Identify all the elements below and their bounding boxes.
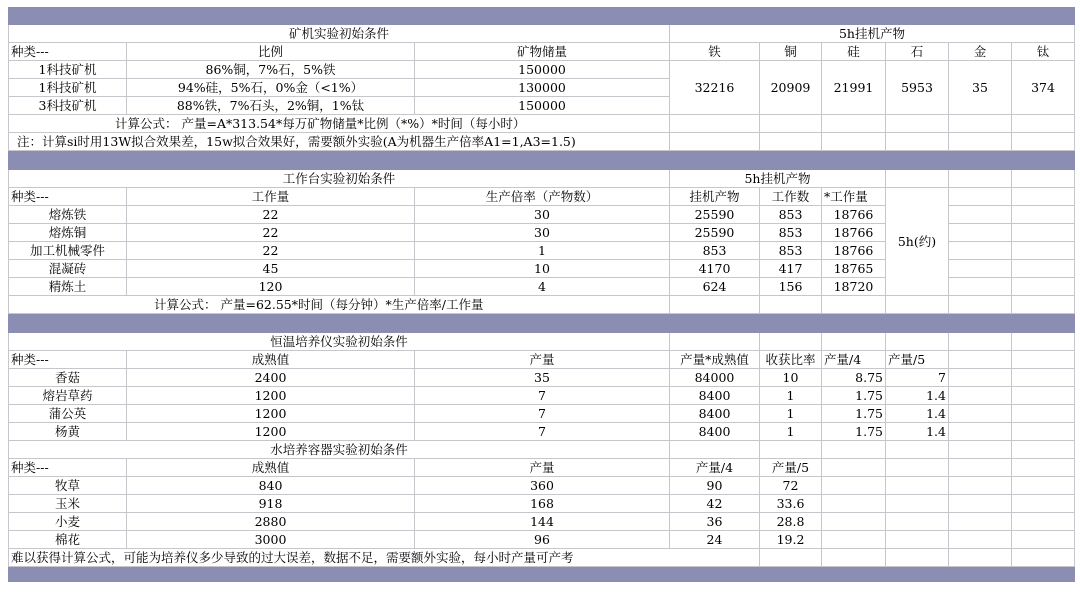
mine-output-header[interactable]: 金 <box>949 43 1012 61</box>
empty-cell[interactable] <box>949 549 1012 567</box>
workbench-count[interactable]: 417 <box>760 260 822 278</box>
mine-kind[interactable]: 1科技矿机 <box>9 61 127 79</box>
empty-cell[interactable] <box>886 495 949 513</box>
empty-cell[interactable] <box>1012 351 1075 369</box>
incubator-kind[interactable]: 香菇 <box>9 369 127 387</box>
mine-formula-row <box>9 115 1075 133</box>
table-row <box>9 531 1075 549</box>
incubator-title[interactable]: 恒温培养仪实验初始条件 <box>9 333 670 351</box>
table-row <box>9 477 1075 495</box>
workbench-output[interactable]: 624 <box>670 278 760 296</box>
workbench-work[interactable]: 45 <box>127 260 415 278</box>
incubator-yield[interactable]: 7 <box>415 423 670 441</box>
empty-cell[interactable] <box>1012 441 1075 459</box>
empty-cell[interactable] <box>886 531 949 549</box>
mine-reserve[interactable]: 150000 <box>415 97 670 115</box>
mine-output-header[interactable]: 铜 <box>760 43 822 61</box>
workbench-work[interactable]: 22 <box>127 224 415 242</box>
hydro-y4[interactable]: 24 <box>670 531 760 549</box>
workbench-header-product[interactable]: *工作量 <box>822 188 886 206</box>
incubator-kind[interactable]: 杨黄 <box>9 423 127 441</box>
hydro-maturity[interactable]: 840 <box>127 477 415 495</box>
workbench-header-work[interactable]: 工作量 <box>127 188 415 206</box>
mine-title[interactable]: 矿机实验初始条件 <box>9 25 670 43</box>
empty-cell[interactable] <box>822 549 886 567</box>
empty-cell[interactable] <box>822 513 886 531</box>
empty-cell[interactable] <box>949 206 1012 224</box>
incubator-y5[interactable]: 7 <box>886 369 949 387</box>
incubator-maturity[interactable]: 2400 <box>127 369 415 387</box>
hydro-title[interactable]: 水培养容器实验初始条件 <box>9 441 670 459</box>
empty-cell[interactable] <box>822 133 886 151</box>
incubator-maturity[interactable]: 1200 <box>127 423 415 441</box>
empty-cell[interactable] <box>1012 531 1075 549</box>
empty-cell[interactable] <box>949 351 1012 369</box>
section-band <box>9 151 1075 170</box>
empty-cell[interactable] <box>760 115 822 133</box>
table-row <box>9 61 1075 79</box>
mine-output-header[interactable]: 铁 <box>670 43 760 61</box>
incubator-ratio[interactable]: 1 <box>760 387 822 405</box>
empty-cell[interactable] <box>949 477 1012 495</box>
incubator-header-y5[interactable]: 产量/5 <box>886 351 949 369</box>
empty-cell[interactable] <box>886 513 949 531</box>
table-row <box>9 405 1075 423</box>
empty-cell[interactable] <box>1012 242 1075 260</box>
empty-cell[interactable] <box>1012 224 1075 242</box>
workbench-kind[interactable]: 精炼土 <box>9 278 127 296</box>
workbench-time-note[interactable]: 5h(约) <box>886 188 949 296</box>
mine-output-silicon[interactable]: 21991 <box>822 61 886 115</box>
empty-cell[interactable] <box>949 133 1012 151</box>
workbench-count[interactable]: 853 <box>760 206 822 224</box>
workbench-count[interactable]: 853 <box>760 224 822 242</box>
mine-output-title[interactable]: 5h挂机产物 <box>670 25 1075 43</box>
hydro-y4[interactable]: 42 <box>670 495 760 513</box>
mine-ratio[interactable]: 86%铜，7%石，5%铁 <box>127 61 415 79</box>
empty-cell[interactable] <box>1012 549 1075 567</box>
empty-cell[interactable] <box>949 242 1012 260</box>
empty-cell[interactable] <box>886 549 949 567</box>
workbench-work[interactable]: 22 <box>127 242 415 260</box>
incubator-header-row <box>9 351 1075 369</box>
empty-cell[interactable] <box>1012 188 1075 206</box>
hydro-maturity[interactable]: 918 <box>127 495 415 513</box>
incubator-ratio[interactable]: 1 <box>760 423 822 441</box>
empty-cell[interactable] <box>1012 170 1075 188</box>
empty-cell[interactable] <box>949 278 1012 296</box>
mine-output-titanium[interactable]: 374 <box>1012 61 1075 115</box>
hydro-header-y5[interactable]: 产量/5 <box>760 459 822 477</box>
hydro-maturity[interactable]: 3000 <box>127 531 415 549</box>
hydro-yield[interactable]: 96 <box>415 531 670 549</box>
empty-cell[interactable] <box>1012 206 1075 224</box>
empty-cell[interactable] <box>949 115 1012 133</box>
mine-reserve[interactable]: 150000 <box>415 61 670 79</box>
incubator-y5[interactable]: 1.4 <box>886 405 949 423</box>
workbench-work[interactable]: 22 <box>127 206 415 224</box>
empty-cell[interactable] <box>670 333 760 351</box>
hydro-header-kind[interactable]: 种类--- <box>9 459 127 477</box>
empty-cell[interactable] <box>1012 495 1075 513</box>
mine-output-header[interactable]: 石 <box>886 43 949 61</box>
incubator-ratio[interactable]: 1 <box>760 405 822 423</box>
hydro-kind[interactable]: 小麦 <box>9 513 127 531</box>
mine-note-row <box>9 133 1075 151</box>
mine-header-row <box>9 43 1075 61</box>
workbench-rate[interactable]: 10 <box>415 260 670 278</box>
mine-output-header[interactable]: 硅 <box>822 43 886 61</box>
empty-cell[interactable] <box>822 495 886 513</box>
incubator-product[interactable]: 8400 <box>670 405 760 423</box>
table-row <box>9 423 1075 441</box>
hydro-y5[interactable]: 28.8 <box>760 513 822 531</box>
empty-cell[interactable] <box>1012 387 1075 405</box>
workbench-rate[interactable]: 30 <box>415 206 670 224</box>
empty-cell[interactable] <box>886 333 949 351</box>
incubator-maturity[interactable]: 1200 <box>127 405 415 423</box>
incubator-yield[interactable]: 35 <box>415 369 670 387</box>
hydro-y4[interactable]: 90 <box>670 477 760 495</box>
incubator-product[interactable]: 84000 <box>670 369 760 387</box>
workbench-product[interactable]: 18766 <box>822 206 886 224</box>
section-band <box>9 567 1075 582</box>
workbench-product[interactable]: 18766 <box>822 242 886 260</box>
hydro-header-row <box>9 459 1075 477</box>
empty-cell[interactable] <box>822 459 886 477</box>
workbench-output[interactable]: 4170 <box>670 260 760 278</box>
mine-kind[interactable]: 1科技矿机 <box>9 79 127 97</box>
empty-cell[interactable] <box>1012 405 1075 423</box>
mine-reserve[interactable]: 130000 <box>415 79 670 97</box>
mine-output-header[interactable]: 钛 <box>1012 43 1075 61</box>
hydro-maturity[interactable]: 2880 <box>127 513 415 531</box>
incubator-header-product[interactable]: 产量*成熟值 <box>670 351 760 369</box>
empty-cell[interactable] <box>760 333 822 351</box>
workbench-product[interactable]: 18720 <box>822 278 886 296</box>
section-band <box>9 8 1075 25</box>
workbench-formula[interactable]: 计算公式： 产量=62.55*时间（每分钟）*生产倍率/工作量 <box>9 296 670 314</box>
workbench-kind[interactable]: 混凝砖 <box>9 260 127 278</box>
workbench-kind[interactable]: 加工机械零件 <box>9 242 127 260</box>
incubator-kind[interactable]: 蒲公英 <box>9 405 127 423</box>
incubator-yield[interactable]: 7 <box>415 387 670 405</box>
hydro-y4[interactable]: 36 <box>670 513 760 531</box>
workbench-output-title[interactable]: 5h挂机产物 <box>670 170 886 188</box>
workbench-header-kind[interactable]: 种类--- <box>9 188 127 206</box>
hydro-title-row <box>9 441 1075 459</box>
workbench-formula-row <box>9 296 1075 314</box>
mine-ratio[interactable]: 94%硅，5%石，0%金（<1%） <box>127 79 415 97</box>
empty-cell[interactable] <box>760 549 822 567</box>
hydro-y5[interactable]: 33.6 <box>760 495 822 513</box>
incubator-product[interactable]: 8400 <box>670 423 760 441</box>
workbench-output[interactable]: 853 <box>670 242 760 260</box>
incubator-header-y4[interactable]: 产量/4 <box>822 351 886 369</box>
empty-cell[interactable] <box>949 423 1012 441</box>
empty-cell[interactable] <box>949 513 1012 531</box>
incubator-y5[interactable]: 1.4 <box>886 387 949 405</box>
mine-output-stone[interactable]: 5953 <box>886 61 949 115</box>
mine-formula[interactable]: 计算公式： 产量=A*313.54*每万矿物储量*比例（*%）*时间（每小时） <box>9 115 670 133</box>
empty-cell[interactable] <box>949 296 1012 314</box>
workbench-output[interactable]: 25590 <box>670 206 760 224</box>
incubator-title-row <box>9 333 1075 351</box>
empty-cell[interactable] <box>886 441 949 459</box>
incubator-ratio[interactable]: 10 <box>760 369 822 387</box>
table-row <box>9 369 1075 387</box>
hydro-y5[interactable]: 19.2 <box>760 531 822 549</box>
empty-cell[interactable] <box>949 531 1012 549</box>
empty-cell[interactable] <box>1012 477 1075 495</box>
hydro-yield[interactable]: 168 <box>415 495 670 513</box>
hydro-y5[interactable]: 72 <box>760 477 822 495</box>
empty-cell[interactable] <box>1012 278 1075 296</box>
incubator-header-yield[interactable]: 产量 <box>415 351 670 369</box>
empty-cell[interactable] <box>1012 115 1075 133</box>
empty-cell[interactable] <box>886 115 949 133</box>
empty-cell[interactable] <box>886 296 949 314</box>
hydro-header-y4[interactable]: 产量/4 <box>670 459 760 477</box>
empty-cell[interactable] <box>949 333 1012 351</box>
workbench-header-row <box>9 188 1075 206</box>
workbench-rate[interactable]: 1 <box>415 242 670 260</box>
hydro-kind[interactable]: 牧草 <box>9 477 127 495</box>
empty-cell[interactable] <box>1012 369 1075 387</box>
empty-cell[interactable] <box>1012 133 1075 151</box>
empty-cell[interactable] <box>670 441 760 459</box>
incubator-header-maturity[interactable]: 成熟值 <box>127 351 415 369</box>
incubator-y5[interactable]: 1.4 <box>886 423 949 441</box>
empty-cell[interactable] <box>949 260 1012 278</box>
empty-cell[interactable] <box>760 296 822 314</box>
empty-cell[interactable] <box>1012 423 1075 441</box>
incubator-y4[interactable]: 1.75 <box>822 405 886 423</box>
empty-cell[interactable] <box>886 459 949 477</box>
mine-output-copper[interactable]: 20909 <box>760 61 822 115</box>
empty-cell[interactable] <box>822 115 886 133</box>
workbench-product[interactable]: 18765 <box>822 260 886 278</box>
incubator-maturity[interactable]: 1200 <box>127 387 415 405</box>
incubator-y4[interactable]: 8.75 <box>822 369 886 387</box>
section-band <box>9 314 1075 333</box>
hydro-yield[interactable]: 360 <box>415 477 670 495</box>
workbench-title-row <box>9 170 1075 188</box>
empty-cell[interactable] <box>822 477 886 495</box>
empty-cell[interactable] <box>760 441 822 459</box>
mine-note[interactable]: 注：计算si时用13W拟合效果差，15w拟合效果好，需要额外实验(A为机器生产倍率A1=1,A3=1.5) <box>9 133 670 151</box>
mine-header-kind[interactable]: 种类--- <box>9 43 127 61</box>
empty-cell[interactable] <box>886 477 949 495</box>
workbench-rate[interactable]: 4 <box>415 278 670 296</box>
hydro-yield[interactable]: 144 <box>415 513 670 531</box>
workbench-output[interactable]: 25590 <box>670 224 760 242</box>
incubator-kind[interactable]: 熔岩草药 <box>9 387 127 405</box>
empty-cell[interactable] <box>949 495 1012 513</box>
empty-cell[interactable] <box>1012 333 1075 351</box>
table-row <box>9 513 1075 531</box>
empty-cell[interactable] <box>1012 296 1075 314</box>
incubator-y4[interactable]: 1.75 <box>822 387 886 405</box>
empty-cell[interactable] <box>1012 513 1075 531</box>
hydro-note-row <box>9 549 1075 567</box>
empty-cell[interactable] <box>949 441 1012 459</box>
empty-cell[interactable] <box>949 369 1012 387</box>
empty-cell[interactable] <box>670 115 760 133</box>
workbench-count[interactable]: 853 <box>760 242 822 260</box>
workbench-header-output[interactable]: 挂机产物 <box>670 188 760 206</box>
empty-cell[interactable] <box>886 170 949 188</box>
workbench-header-rate[interactable]: 生产倍率（产物数） <box>415 188 670 206</box>
empty-cell[interactable] <box>760 133 822 151</box>
incubator-product[interactable]: 8400 <box>670 387 760 405</box>
mine-header-ratio[interactable]: 比例 <box>127 43 415 61</box>
empty-cell[interactable] <box>949 459 1012 477</box>
mine-output-iron[interactable]: 32216 <box>670 61 760 115</box>
empty-cell[interactable] <box>949 405 1012 423</box>
empty-cell[interactable] <box>822 531 886 549</box>
empty-cell[interactable] <box>949 387 1012 405</box>
workbench-kind[interactable]: 熔炼铁 <box>9 206 127 224</box>
hydro-note[interactable]: 难以获得计算公式，可能为培养仪多少导致的过大误差，数据不足，需要额外实验，每小时产量可产考 <box>9 549 760 567</box>
mine-kind[interactable]: 3科技矿机 <box>9 97 127 115</box>
hydro-header-maturity[interactable]: 成熟值 <box>127 459 415 477</box>
empty-cell[interactable] <box>949 170 1012 188</box>
workbench-rate[interactable]: 30 <box>415 224 670 242</box>
table-row <box>9 387 1075 405</box>
incubator-yield[interactable]: 7 <box>415 405 670 423</box>
empty-cell[interactable] <box>1012 459 1075 477</box>
workbench-title[interactable]: 工作台实验初始条件 <box>9 170 670 188</box>
hydro-kind[interactable]: 玉米 <box>9 495 127 513</box>
empty-cell[interactable] <box>822 333 886 351</box>
empty-cell[interactable] <box>949 224 1012 242</box>
mine-ratio[interactable]: 88%铁，7%石头，2%铜，1%钛 <box>127 97 415 115</box>
workbench-product[interactable]: 18766 <box>822 224 886 242</box>
workbench-header-count[interactable]: 工作数 <box>760 188 822 206</box>
empty-cell[interactable] <box>670 296 760 314</box>
hydro-header-yield[interactable]: 产量 <box>415 459 670 477</box>
empty-cell[interactable] <box>822 441 886 459</box>
workbench-kind[interactable]: 熔炼铜 <box>9 224 127 242</box>
empty-cell[interactable] <box>670 133 760 151</box>
empty-cell[interactable] <box>886 133 949 151</box>
empty-cell[interactable] <box>822 296 886 314</box>
empty-cell[interactable] <box>1012 260 1075 278</box>
table-row <box>9 495 1075 513</box>
incubator-header-kind[interactable]: 种类--- <box>9 351 127 369</box>
spreadsheet-grid <box>8 7 1075 582</box>
hydro-kind[interactable]: 棉花 <box>9 531 127 549</box>
workbench-work[interactable]: 120 <box>127 278 415 296</box>
mine-output-gold[interactable]: 35 <box>949 61 1012 115</box>
incubator-header-ratio[interactable]: 收获比率 <box>760 351 822 369</box>
workbench-count[interactable]: 156 <box>760 278 822 296</box>
empty-cell[interactable] <box>949 188 1012 206</box>
incubator-y4[interactable]: 1.75 <box>822 423 886 441</box>
mine-header-reserve[interactable]: 矿物储量 <box>415 43 670 61</box>
mine-title-row <box>9 25 1075 43</box>
